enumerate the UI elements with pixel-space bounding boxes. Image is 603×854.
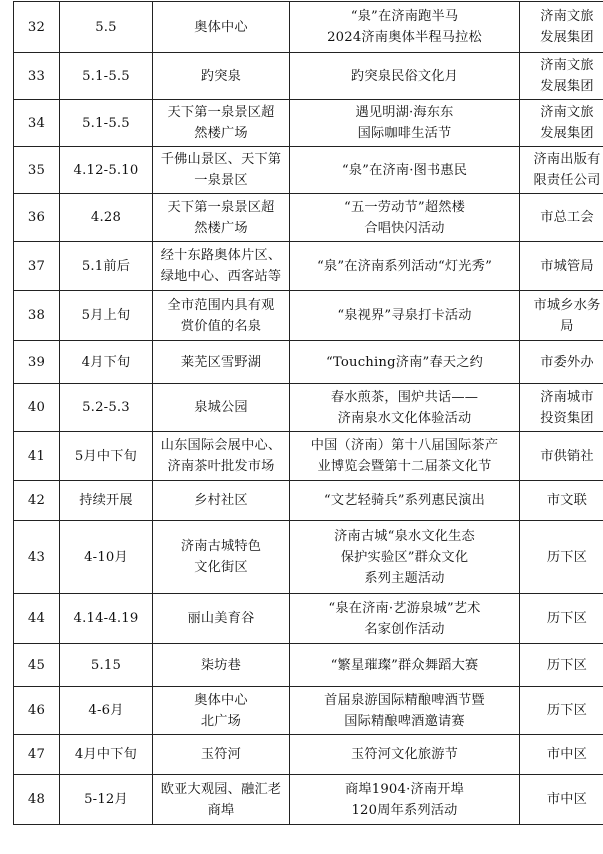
event-cell-line: “泉”在济南跑半马 (350, 9, 459, 24)
table-row (14, 194, 603, 242)
row-number-cell: 33 (14, 53, 60, 100)
organizer-cell (520, 432, 603, 481)
table-row (14, 687, 603, 735)
table-row (14, 644, 603, 687)
venue-cell-line: 文化街区 (194, 560, 248, 575)
date-cell: 5月中下旬 (60, 432, 153, 481)
row-number-cell: 42 (14, 481, 60, 521)
venue-cell-line: 商埠 (207, 802, 235, 818)
organizer-cell (520, 481, 603, 521)
event-cell (290, 194, 520, 242)
row-number-cell: 48 (14, 775, 60, 825)
organizer-cell-line: 市城管局 (540, 258, 594, 274)
venue-cell (153, 594, 290, 644)
row-number-cell: 43 (14, 521, 60, 594)
venue-cell (153, 100, 290, 147)
table-row (14, 521, 603, 594)
organizer-cell (520, 242, 603, 291)
table-row (14, 53, 603, 100)
events-table (13, 1, 603, 825)
venue-cell-line: 玉符河 (200, 747, 242, 762)
venue-cell (153, 291, 290, 341)
event-cell (290, 147, 520, 194)
event-cell (290, 644, 520, 687)
row-number-cell: 45 (14, 644, 60, 687)
organizer-cell-line: 局 (560, 318, 574, 334)
event-cell-line: 系列主题活动 (364, 570, 445, 586)
venue-cell-line: 山东国际会展中心、 (160, 438, 282, 453)
table-row (14, 2, 603, 53)
events-table-body (14, 2, 603, 825)
date-cell: 5月上旬 (60, 291, 153, 341)
venue-cell (153, 53, 290, 100)
event-cell (290, 775, 520, 825)
event-cell (290, 53, 520, 100)
table-row (14, 384, 603, 432)
event-cell-line: “文艺轻骑兵”系列惠民演出 (323, 493, 486, 508)
event-cell (290, 100, 520, 147)
row-number-cell: 36 (14, 194, 60, 242)
venue-cell (153, 687, 290, 735)
event-cell (290, 2, 520, 53)
organizer-cell (520, 384, 603, 432)
date-cell: 5.1-5.5 (60, 53, 153, 100)
organizer-cell-line: 历下区 (546, 703, 588, 718)
date-cell: 5-12月 (60, 775, 153, 825)
event-cell (290, 735, 520, 775)
event-cell-line: 商埠1904·济南开埠 (344, 781, 465, 797)
organizer-cell-line: 市供销社 (540, 448, 594, 464)
venue-cell (153, 775, 290, 825)
event-cell (290, 594, 520, 644)
organizer-cell (520, 687, 603, 735)
table-row (14, 242, 603, 291)
event-cell-line: “五一劳动节”超然楼 (344, 199, 465, 215)
event-cell-line: 济南古城“泉水文化生态 (334, 528, 475, 544)
event-cell-line: 2024济南奥体半程马拉松 (327, 30, 482, 45)
venue-cell-line: 乡村社区 (194, 493, 248, 508)
organizer-cell-line: 市中区 (546, 747, 588, 762)
organizer-cell (520, 775, 603, 825)
organizer-cell-line: 济南城市 (540, 389, 594, 405)
table-row (14, 291, 603, 341)
table-row (14, 481, 603, 521)
organizer-cell (520, 594, 603, 644)
organizer-cell (520, 735, 603, 775)
organizer-cell-line: 发展集团 (540, 126, 594, 141)
venue-cell-line: 奥体中心 (194, 19, 248, 35)
row-number-cell: 47 (14, 735, 60, 775)
table-row (14, 100, 603, 147)
event-cell-line: “泉在济南·艺游泉城”艺术 (328, 600, 481, 616)
venue-cell-line: 欧亚大观园、融汇老 (160, 781, 282, 797)
table-row (14, 775, 603, 825)
event-cell-line: 国际咖啡生活节 (357, 126, 452, 141)
organizer-cell-line: 济南文旅 (540, 58, 594, 73)
event-cell (290, 432, 520, 481)
row-number-cell: 40 (14, 384, 60, 432)
venue-cell (153, 147, 290, 194)
date-cell: 4月中下旬 (60, 735, 153, 775)
venue-cell-line: 绿地中心、西客站等 (160, 269, 282, 284)
date-cell: 4月下旬 (60, 341, 153, 384)
organizer-cell-line: 发展集团 (540, 79, 594, 94)
venue-cell-line: 千佛山景区、天下第 (160, 152, 282, 167)
event-cell-line: 中国（济南）第十八届国际茶产 (310, 438, 499, 453)
event-cell-line: 遇见明湖·海东东 (355, 105, 454, 120)
row-number-cell: 32 (14, 2, 60, 53)
venue-cell-line: 泉城公园 (194, 400, 248, 415)
event-cell-line: 济南泉水文化体验活动 (337, 410, 472, 426)
event-cell-line: “泉视界”寻泉打卡活动 (337, 308, 472, 323)
event-cell (290, 242, 520, 291)
date-cell: 4.14-4.19 (60, 594, 153, 644)
event-cell-line: “繁星璀璨”群众舞蹈大赛 (330, 657, 479, 673)
row-number-cell: 44 (14, 594, 60, 644)
event-cell-line: 名家创作活动 (364, 621, 445, 637)
organizer-cell (520, 2, 603, 53)
organizer-cell (520, 147, 603, 194)
table-row (14, 735, 603, 775)
event-cell-line: 趵突泉民俗文化月 (350, 68, 459, 84)
organizer-cell-line: 历下区 (546, 549, 588, 565)
organizer-cell (520, 521, 603, 594)
venue-cell-line: 柒坊巷 (200, 657, 242, 673)
event-cell-line: 国际精酿啤酒邀请赛 (344, 713, 465, 729)
organizer-cell-line: 投资集团 (540, 410, 594, 426)
event-cell-line: 春水煎茶，围炉共话—— (330, 389, 479, 405)
date-cell: 5.1-5.5 (60, 100, 153, 147)
venue-cell-line: 趵突泉 (200, 68, 242, 84)
venue-cell-line: 然楼广场 (194, 126, 248, 141)
event-cell-line: 业博览会暨第十二届茶文化节 (317, 459, 492, 474)
venue-cell-line: 北广场 (200, 713, 242, 729)
venue-cell-line: 天下第一泉景区超 (167, 199, 275, 215)
row-number-cell: 38 (14, 291, 60, 341)
table-row (14, 147, 603, 194)
venue-cell-line: 丽山美育谷 (187, 611, 255, 626)
organizer-cell (520, 53, 603, 100)
row-number-cell: 34 (14, 100, 60, 147)
event-cell-line: “泉”在济南·图书惠民 (341, 162, 468, 178)
venue-cell (153, 384, 290, 432)
venue-cell (153, 521, 290, 594)
table-row (14, 594, 603, 644)
event-cell-line: 120周年系列活动 (351, 802, 458, 818)
venue-cell-line: 莱芜区雪野湖 (180, 354, 262, 370)
date-cell: 5.2-5.3 (60, 384, 153, 432)
date-cell: 4.12-5.10 (60, 147, 153, 194)
venue-cell-line: 全市范围内具有观 (167, 297, 275, 313)
venue-cell-line: 经十东路奥体片区、 (160, 248, 282, 263)
organizer-cell (520, 291, 603, 341)
date-cell: 4.28 (60, 194, 153, 242)
date-cell: 持续开展 (60, 481, 153, 521)
venue-cell-line: 奥体中心 (194, 692, 248, 708)
organizer-cell (520, 644, 603, 687)
venue-cell (153, 481, 290, 521)
event-cell (290, 687, 520, 735)
venue-cell-line: 天下第一泉景区超 (167, 105, 275, 120)
venue-cell-line: 济南茶叶批发市场 (167, 459, 275, 474)
venue-cell-line: 济南古城特色 (180, 539, 262, 554)
organizer-cell-line: 限责任公司 (533, 173, 601, 188)
date-cell: 4-10月 (60, 521, 153, 594)
venue-cell (153, 242, 290, 291)
row-number-cell: 37 (14, 242, 60, 291)
event-cell (290, 481, 520, 521)
venue-cell-line: 赏价值的名泉 (180, 318, 262, 334)
row-number-cell: 41 (14, 432, 60, 481)
organizer-cell-line: 市城乡水务 (533, 297, 601, 313)
event-cell (290, 291, 520, 341)
venue-cell (153, 735, 290, 775)
organizer-cell (520, 100, 603, 147)
event-cell-line: 首届泉游国际精酿啤酒节暨 (324, 692, 485, 708)
venue-cell-line: 然楼广场 (194, 220, 248, 236)
venue-cell-line: 一泉景区 (194, 173, 248, 188)
organizer-cell-line: 市委外办 (540, 354, 594, 370)
organizer-cell-line: 市总工会 (540, 210, 594, 225)
venue-cell (153, 341, 290, 384)
organizer-cell-line: 市中区 (546, 792, 588, 807)
organizer-cell-line: 历下区 (546, 657, 588, 673)
event-cell (290, 341, 520, 384)
event-cell (290, 384, 520, 432)
event-cell-line: “泉”在济南系列活动“灯光秀” (316, 258, 493, 274)
venue-cell (153, 2, 290, 53)
organizer-cell (520, 341, 603, 384)
row-number-cell: 35 (14, 147, 60, 194)
table-row (14, 341, 603, 384)
event-cell-line: 保护实验区”群众文化 (340, 549, 469, 565)
row-number-cell: 39 (14, 341, 60, 384)
date-cell: 4-6月 (60, 687, 153, 735)
organizer-cell-line: 市文联 (546, 493, 588, 508)
organizer-cell-line: 济南出版有 (533, 152, 601, 167)
table-row (14, 432, 603, 481)
date-cell: 5.5 (60, 2, 153, 53)
organizer-cell-line: 济南文旅 (540, 9, 594, 24)
organizer-cell (520, 194, 603, 242)
organizer-cell-line: 历下区 (546, 611, 588, 626)
venue-cell (153, 432, 290, 481)
venue-cell (153, 644, 290, 687)
date-cell: 5.15 (60, 644, 153, 687)
event-cell (290, 521, 520, 594)
row-number-cell: 46 (14, 687, 60, 735)
venue-cell (153, 194, 290, 242)
event-cell-line: 玉符河文化旅游节 (350, 747, 459, 762)
date-cell: 5.1前后 (60, 242, 153, 291)
event-cell-line: 合唱快闪活动 (364, 220, 445, 236)
event-cell-line: “Touching济南”春天之约 (325, 354, 484, 370)
organizer-cell-line: 发展集团 (540, 30, 594, 45)
organizer-cell-line: 济南文旅 (540, 105, 594, 120)
